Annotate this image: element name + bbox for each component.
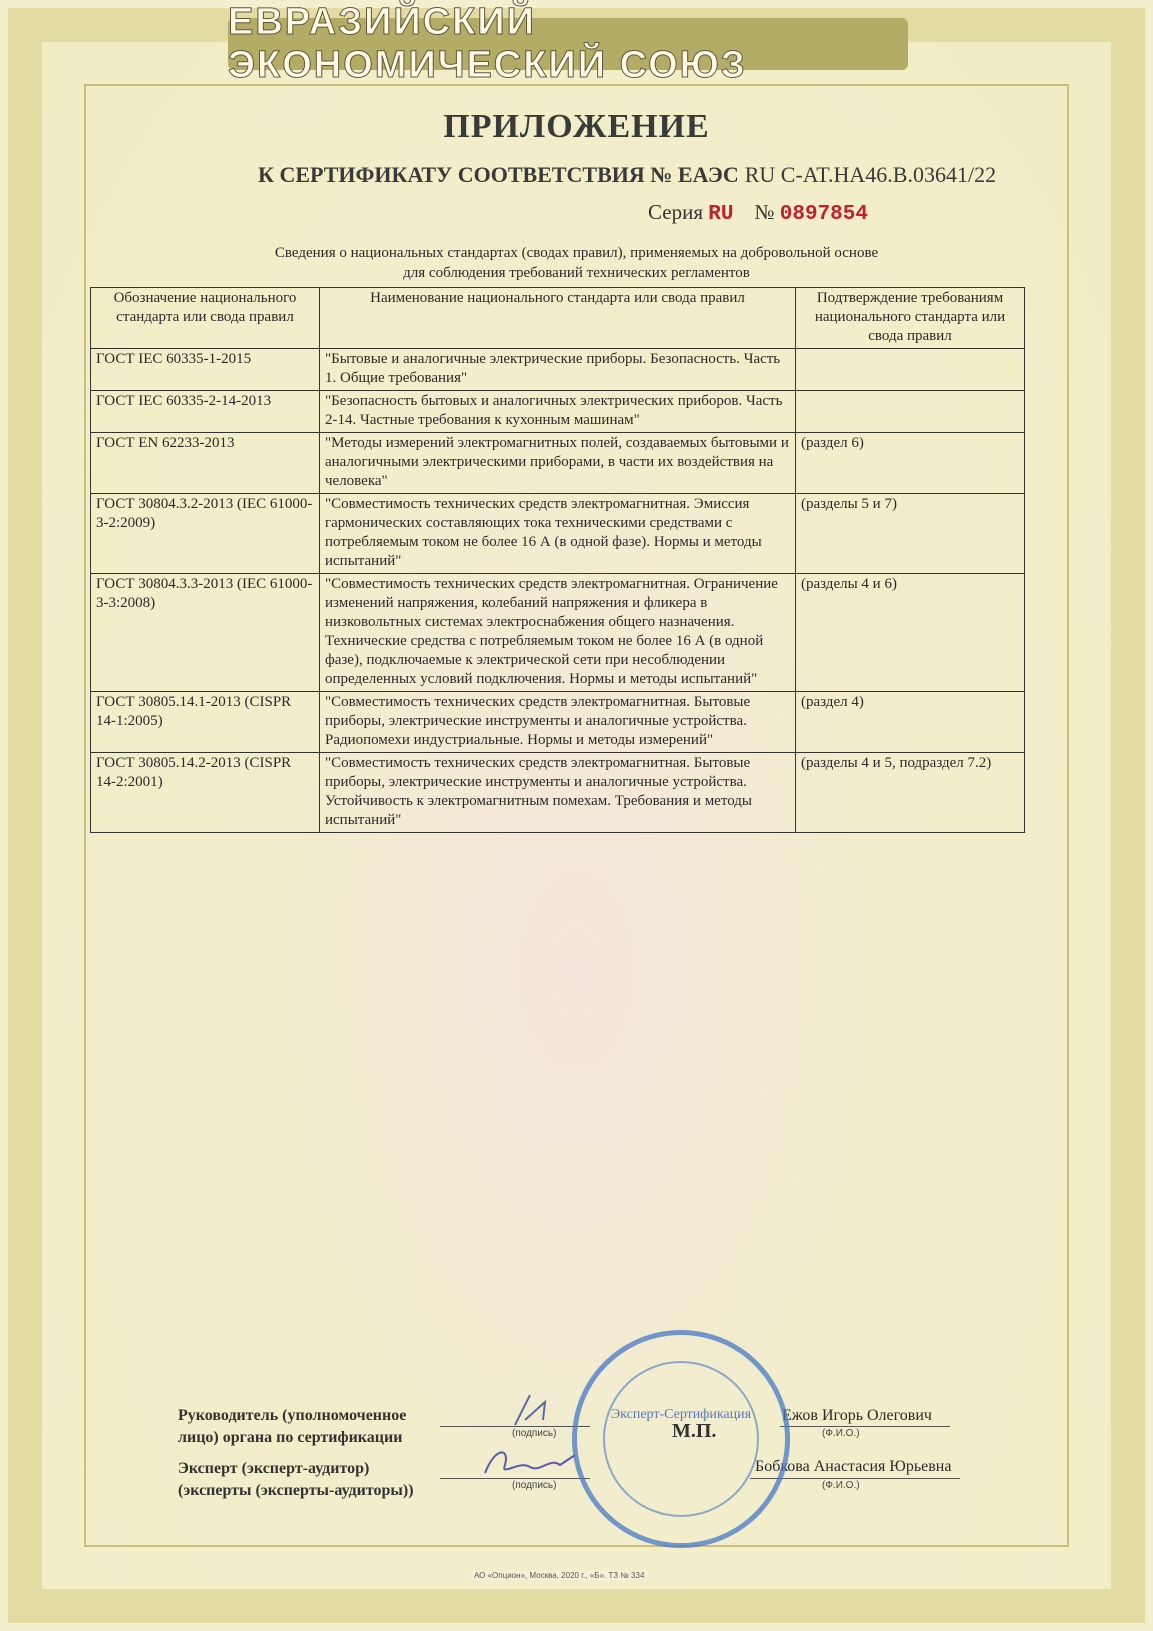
standard-name: "Бытовые и аналогичные электрические приборы. Безопасность. Часть 1. Общие требования" [320, 349, 796, 391]
head-label [178, 1405, 406, 1449]
certificate-heading [258, 162, 996, 188]
standard-code: ГОСТ 30805.14.2-2013 (CISPR 14-2:2001) [91, 753, 320, 833]
standard-confirmation: (раздел 4) [796, 692, 1025, 753]
table-row [91, 574, 1025, 692]
standard-confirmation: (разделы 4 и 5, подраздел 7.2) [796, 753, 1025, 833]
seal-place-label: М.П. [672, 1420, 717, 1442]
signature-caption: (подпись) [512, 1428, 557, 1439]
fio-caption: (Ф.И.О.) [822, 1480, 860, 1491]
standard-name: "Методы измерений электромагнитных полей, создаваемых бытовыми и аналогичными электрическими приборами, в части их воздействия на человека" [320, 433, 796, 494]
table-row [91, 692, 1025, 753]
standard-name: "Безопасность бытовых и аналогичных электрических приборов. Часть 2-14. Частные требования к кухонным машинам" [320, 391, 796, 433]
table-row [91, 433, 1025, 494]
standard-name: "Совместимость технических средств электромагнитная. Бытовые приборы, электрические инструменты и аналогичные устройства. Устойчивость к электромагнитным помехам. Требования и методы испытаний" [320, 753, 796, 833]
standard-name: "Совместимость технических средств электромагнитная. Ограничение изменений напряжения, колебаний напряжения и фликера в низковольтных системах электроснабжения общего назначения. Технические средства с потребляемым током не более 16 А (в одной фазе), подключаемые к электрической сети при несоблюдении определенных условий подключения. Нормы и методы испытаний" [320, 574, 796, 692]
standard-code: ГОСТ IEC 60335-2-14-2013 [91, 391, 320, 433]
printer-imprint: АО «Опцион», Москва, 2020 г., «Б». ТЗ № 334 [470, 1571, 648, 1580]
standard-code: ГОСТ 30804.3.2-2013 (IEC 61000-3-2:2009) [91, 494, 320, 574]
standard-code: ГОСТ 30805.14.1-2013 (CISPR 14-1:2005) [91, 692, 320, 753]
series-value: RU [708, 203, 734, 226]
standards-table [90, 287, 1025, 833]
number-label: № [754, 200, 775, 224]
header-code: Обозначение национального стандарта или свода правил [91, 288, 320, 349]
standard-name: "Совместимость технических средств электромагнитная. Бытовые приборы, электрические инструменты и аналогичные устройства. Радиопомехи индустриальные. Нормы и методы измерений" [320, 692, 796, 753]
standard-code: ГОСТ 30804.3.3-2013 (IEC 61000-3-3:2008) [91, 574, 320, 692]
signature-caption: (подпись) [512, 1480, 557, 1491]
stamp-text: Эксперт-Сертификация [610, 1407, 752, 1422]
table-header [91, 288, 1025, 349]
certificate-number: RU С-AT.НА46.В.03641/22 [744, 162, 997, 187]
intro-line: Сведения о национальных стандартах (сводах правил), применяемых на добровольной основе [274, 245, 879, 261]
standard-confirmation: (разделы 5 и 7) [796, 494, 1025, 574]
standard-code: ГОСТ EN 62233-2013 [91, 433, 320, 494]
document-title: ПРИЛОЖЕНИЕ [443, 108, 710, 145]
head-signature [505, 1390, 565, 1430]
expert-signature [480, 1445, 580, 1481]
certificate-label: К СЕРТИФИКАТУ СООТВЕТСТВИЯ № ЕАЭС [258, 162, 739, 187]
fio-caption: (Ф.И.О.) [822, 1428, 860, 1439]
table-row [91, 349, 1025, 391]
standard-name: "Совместимость технических средств электромагнитная. Эмиссия гармонических составляющих тока техническими средствами с потребляемым током не более 16 А (в одной фазе). Нормы и методы испытаний" [320, 494, 796, 574]
table-row [91, 391, 1025, 433]
expert-label [178, 1458, 414, 1502]
head-name: Ежов Игорь Олегович [782, 1407, 932, 1424]
standard-code: ГОСТ IEC 60335-1-2015 [91, 349, 320, 391]
standard-confirmation [796, 349, 1025, 391]
expert-label-line: Эксперт (эксперт-аудитор) [178, 1460, 370, 1477]
standard-confirmation: (раздел 6) [796, 433, 1025, 494]
intro-text [0, 243, 1153, 283]
intro-line: для соблюдения требований технических регламентов [403, 265, 750, 281]
series-line [648, 200, 868, 226]
header-confirm: Подтверждение требованиям национального стандарта или свода правил [796, 288, 1025, 349]
head-label-line: лицо) органа по сертификации [178, 1429, 403, 1446]
number-value: 0897854 [779, 203, 868, 226]
head-label-line: Руководитель (уполномоченное [178, 1407, 407, 1424]
table-row [91, 494, 1025, 574]
union-banner: ЕВРАЗИЙСКИЙ ЭКОНОМИЧЕСКИЙ СОЮЗ [228, 18, 908, 70]
header-name: Наименование национального стандарта или свода правил [320, 288, 796, 349]
series-label: Серия [648, 200, 703, 224]
standard-confirmation [796, 391, 1025, 433]
expert-label-line: (эксперты (эксперты-аудиторы)) [178, 1482, 414, 1499]
standard-confirmation: (разделы 4 и 6) [796, 574, 1025, 692]
expert-name: Бобкова Анастасия Юрьевна [755, 1458, 952, 1475]
table-row [91, 753, 1025, 833]
